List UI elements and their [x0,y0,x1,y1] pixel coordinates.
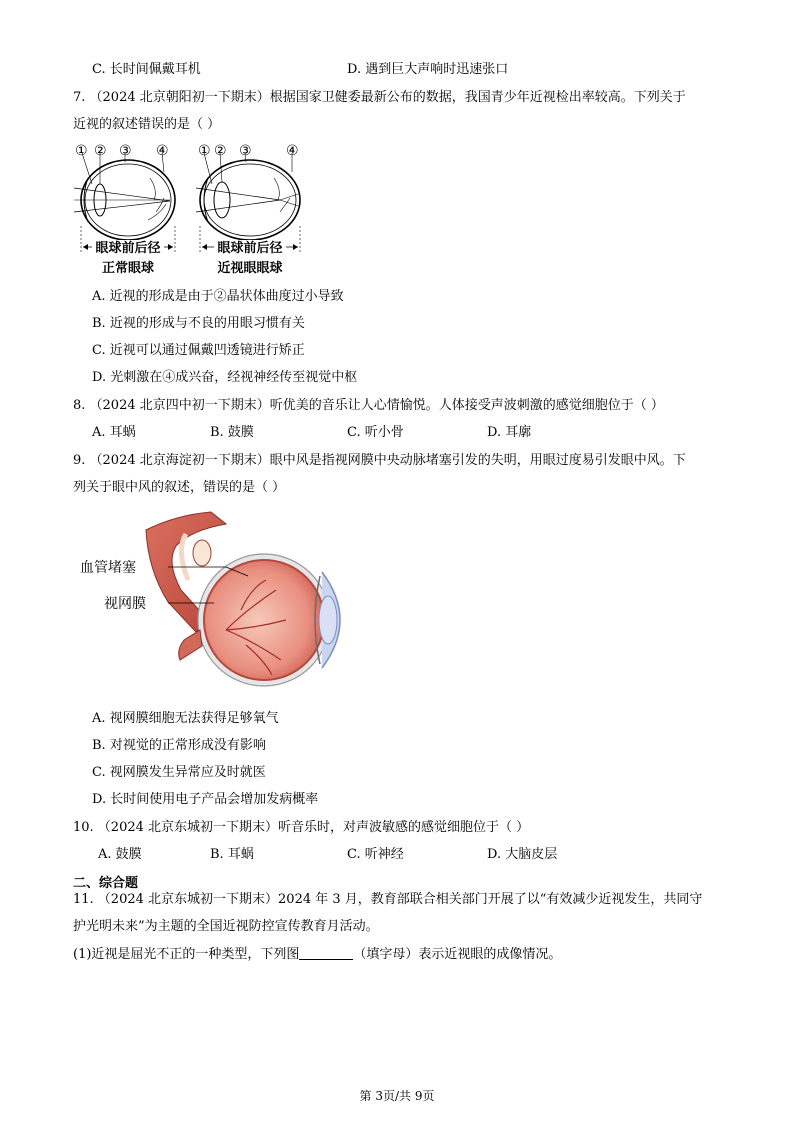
q10-stem: 10. （2024 北京东城初一下期末）听音乐时，对声波敏感的感觉细胞位于（ ） [73,820,530,835]
q7-stem-line-1: 7. （2024 北京朝阳初一下期末）根据国家卫健委最新公布的数据，我国青少年近视检出率较高。下列关于 [73,90,686,105]
eye-comparison-figure [70,138,310,280]
myopic-eye-marker-4: ④ [286,143,299,159]
q6-option-c: C. 长时间佩戴耳机 [92,62,201,77]
q10-option-b: B. 耳蜗 [210,847,254,862]
q10-option-a: A. 鼓膜 [98,847,142,862]
page-number: 第 3页/共 9页 [359,1089,435,1103]
q9-stem-line-2: 列关于眼中风的叙述，错误的是（ ） [73,480,286,495]
q11-stem-line-1: 11. （2024 北京东城初一下期末）2024 年 3 月，教育部联合相关部门开展了以“有效减少近视发生，共同守 [73,892,703,907]
q7-stem-line-2: 近视的叙述错误的是（ ） [73,117,221,132]
myopic-eye-marker-1: ① [198,143,211,159]
q11-stem-line-2: 护光明未来”为主题的全国近视防控宣传教育月活动。 [73,919,379,934]
q8-option-d: D. 耳廓 [487,425,532,440]
myopic-eye-marker-3: ③ [239,143,252,159]
myopic-eye-caption: 近视眼眼球 [217,261,283,276]
q10-option-d: D. 大脑皮层 [487,847,558,862]
normal-eye-marker-3: ③ [119,143,132,159]
q7-option-b: B. 近视的形成与不良的用眼习惯有关 [92,316,305,331]
normal-eye-caption: 正常眼球 [101,261,155,276]
normal-eye-marker-4: ④ [156,143,169,159]
q6-option-d: D. 遇到巨大声响时迅速张口 [347,62,509,77]
q8-option-c: C. 听小骨 [347,425,404,440]
answer-blank[interactable] [299,945,353,960]
q9-option-c: C. 视网膜发生异常应及时就医 [92,765,266,780]
q8-option-a: A. 耳蜗 [92,425,136,440]
q9-option-d: D. 长时间使用电子产品会增加发病概率 [92,792,319,807]
q11-sub1-text-before: (1)近视是屈光不正的一种类型，下列图 [73,947,300,962]
q9-stem-line-1: 9. （2024 北京海淀初一下期末）眼中风是指视网膜中央动脉堵塞引发的失明，用眼过度易引发眼中风。下 [73,453,686,468]
normal-eye-diagram [74,153,175,254]
q7-option-a: A. 近视的形成是由于②晶状体曲度过小导致 [92,289,344,304]
normal-eye-marker-2: ② [94,143,107,159]
q8-option-b: B. 鼓膜 [210,425,254,440]
q11-sub1-text-after: （填字母）表示近视眼的成像情况。 [353,947,562,962]
section-title: 二、综合题 [73,876,139,891]
q8-stem: 8. （2024 北京四中初一下期末）听优美的音乐让人心情愉悦。人体接受声波刺激的感觉细胞位于（ ） [73,398,664,413]
q9-option-a: A. 视网膜细胞无法获得足够氧气 [92,711,279,726]
myopic-eye-axis-label: 眼球前后径 [217,241,283,256]
blockage-label: 血管堵塞 [80,560,136,576]
q7-option-c: C. 近视可以通过佩戴凹透镜进行矫正 [92,343,305,358]
q7-option-d: D. 光刺激在④成兴奋，经视神经传至视觉中枢 [92,370,358,385]
retina-label: 视网膜 [104,596,146,612]
eye-stroke-illustration [76,510,386,690]
myopic-eye-marker-2: ② [214,143,227,159]
q10-option-c: C. 听神经 [347,847,404,862]
normal-eye-axis-label: 眼球前后径 [95,241,161,256]
q9-option-b: B. 对视觉的正常形成没有影响 [92,738,266,753]
normal-eye-marker-1: ① [75,143,88,159]
q11-subquestion-1 [73,945,561,964]
myopic-eye-diagram [196,153,300,254]
